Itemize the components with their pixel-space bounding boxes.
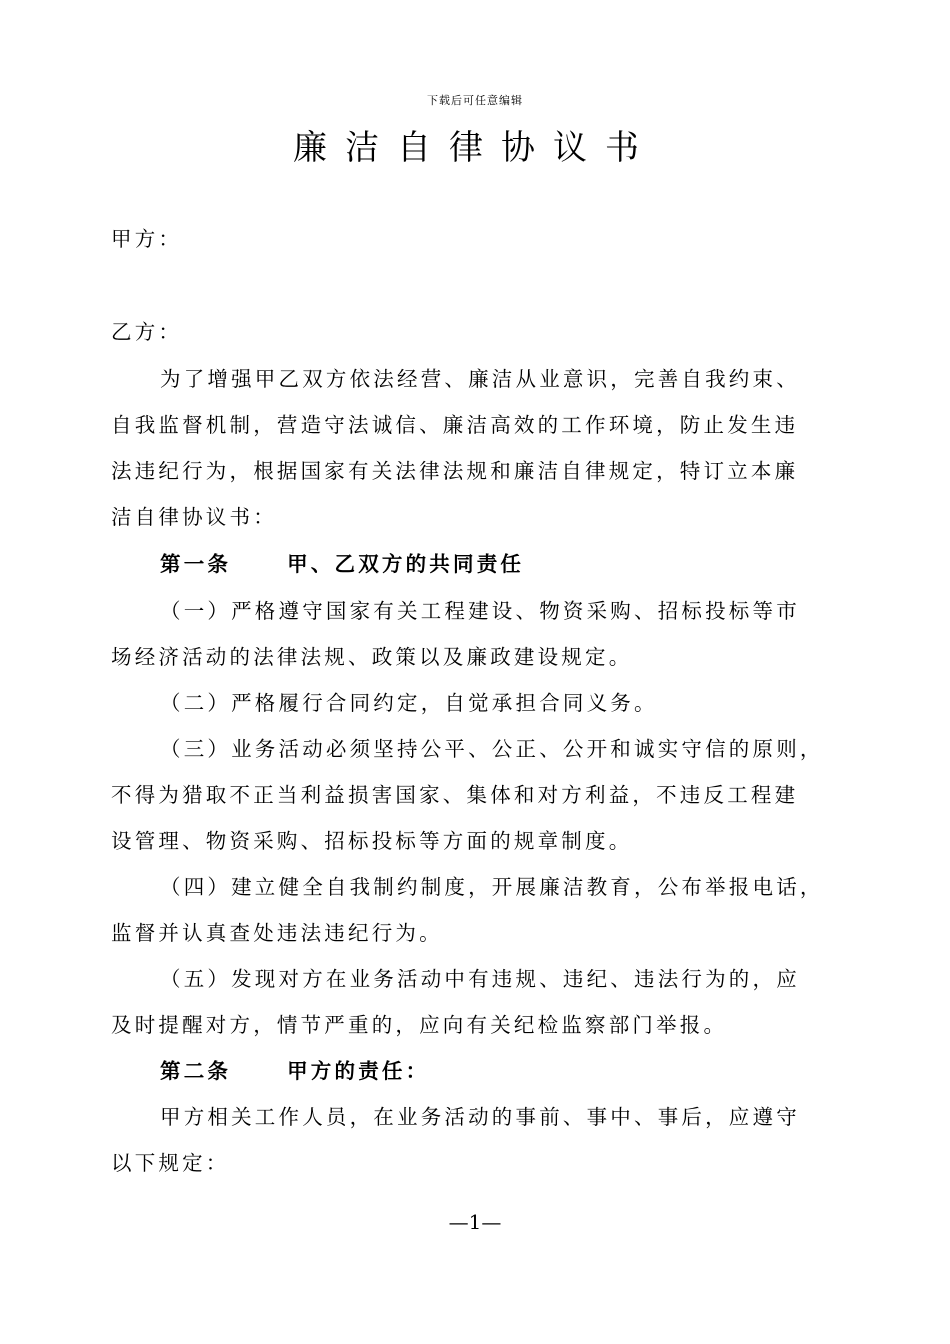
document-title: 廉洁自律协议书 bbox=[293, 128, 657, 168]
article1-item4-line: （四）建立健全自我制约制度，开展廉洁教育，公布举报电话， bbox=[160, 875, 824, 899]
article1-title: 甲、乙双方的共同责任 bbox=[287, 552, 525, 576]
party-b-label: 乙方： bbox=[111, 320, 183, 344]
article1-item5-line: 及时提醒对方，情节严重的，应向有关纪检监察部门举报。 bbox=[111, 1013, 728, 1037]
article1-item1-line: 场经济活动的法律法规、政策以及廉政建设规定。 bbox=[111, 645, 633, 669]
article2-intro-line: 甲方相关工作人员，在业务活动的事前、事中、事后，应遵守 bbox=[160, 1105, 800, 1129]
party-a-label: 甲方： bbox=[111, 227, 183, 251]
article1-item5-line: （五）发现对方在业务活动中有违规、违纪、违法行为的，应 bbox=[160, 967, 800, 991]
preamble-line: 自我监督机制，营造守法诚信、廉洁高效的工作环境，防止发生违 bbox=[111, 413, 799, 437]
article1-heading bbox=[160, 547, 524, 577]
article1-item3-line: 设管理、物资采购、招标投标等方面的规章制度。 bbox=[111, 829, 633, 853]
article2-intro-line: 以下规定： bbox=[111, 1151, 230, 1175]
article1-item3-line: 不得为猎取不正当利益损害国家、集体和对方利益，不违反工程建 bbox=[111, 783, 799, 807]
article1-number: 第一条 bbox=[160, 552, 232, 576]
header-note: 下载后可任意编辑 bbox=[427, 94, 523, 107]
article2-heading bbox=[160, 1054, 429, 1084]
article2-number: 第二条 bbox=[160, 1059, 232, 1083]
preamble-line: 为了增强甲乙双方依法经营、廉洁从业意识，完善自我约束、 bbox=[160, 367, 800, 391]
page-number: —1— bbox=[448, 1210, 502, 1234]
preamble-line: 洁自律协议书： bbox=[111, 505, 277, 529]
preamble-line: 法违纪行为，根据国家有关法律法规和廉洁自律规定，特订立本廉 bbox=[111, 459, 799, 483]
article1-item2-line: （二）严格履行合同约定，自觉承担合同义务。 bbox=[160, 691, 658, 715]
article1-item3-line: （三）业务活动必须坚持公平、公正、公开和诚实守信的原则， bbox=[160, 737, 824, 761]
article1-item1-line: （一）严格遵守国家有关工程建设、物资采购、招标投标等市 bbox=[160, 599, 800, 623]
article1-item4-line: 监督并认真查处违法违纪行为。 bbox=[111, 921, 443, 945]
article2-title: 甲方的责任： bbox=[287, 1059, 430, 1083]
